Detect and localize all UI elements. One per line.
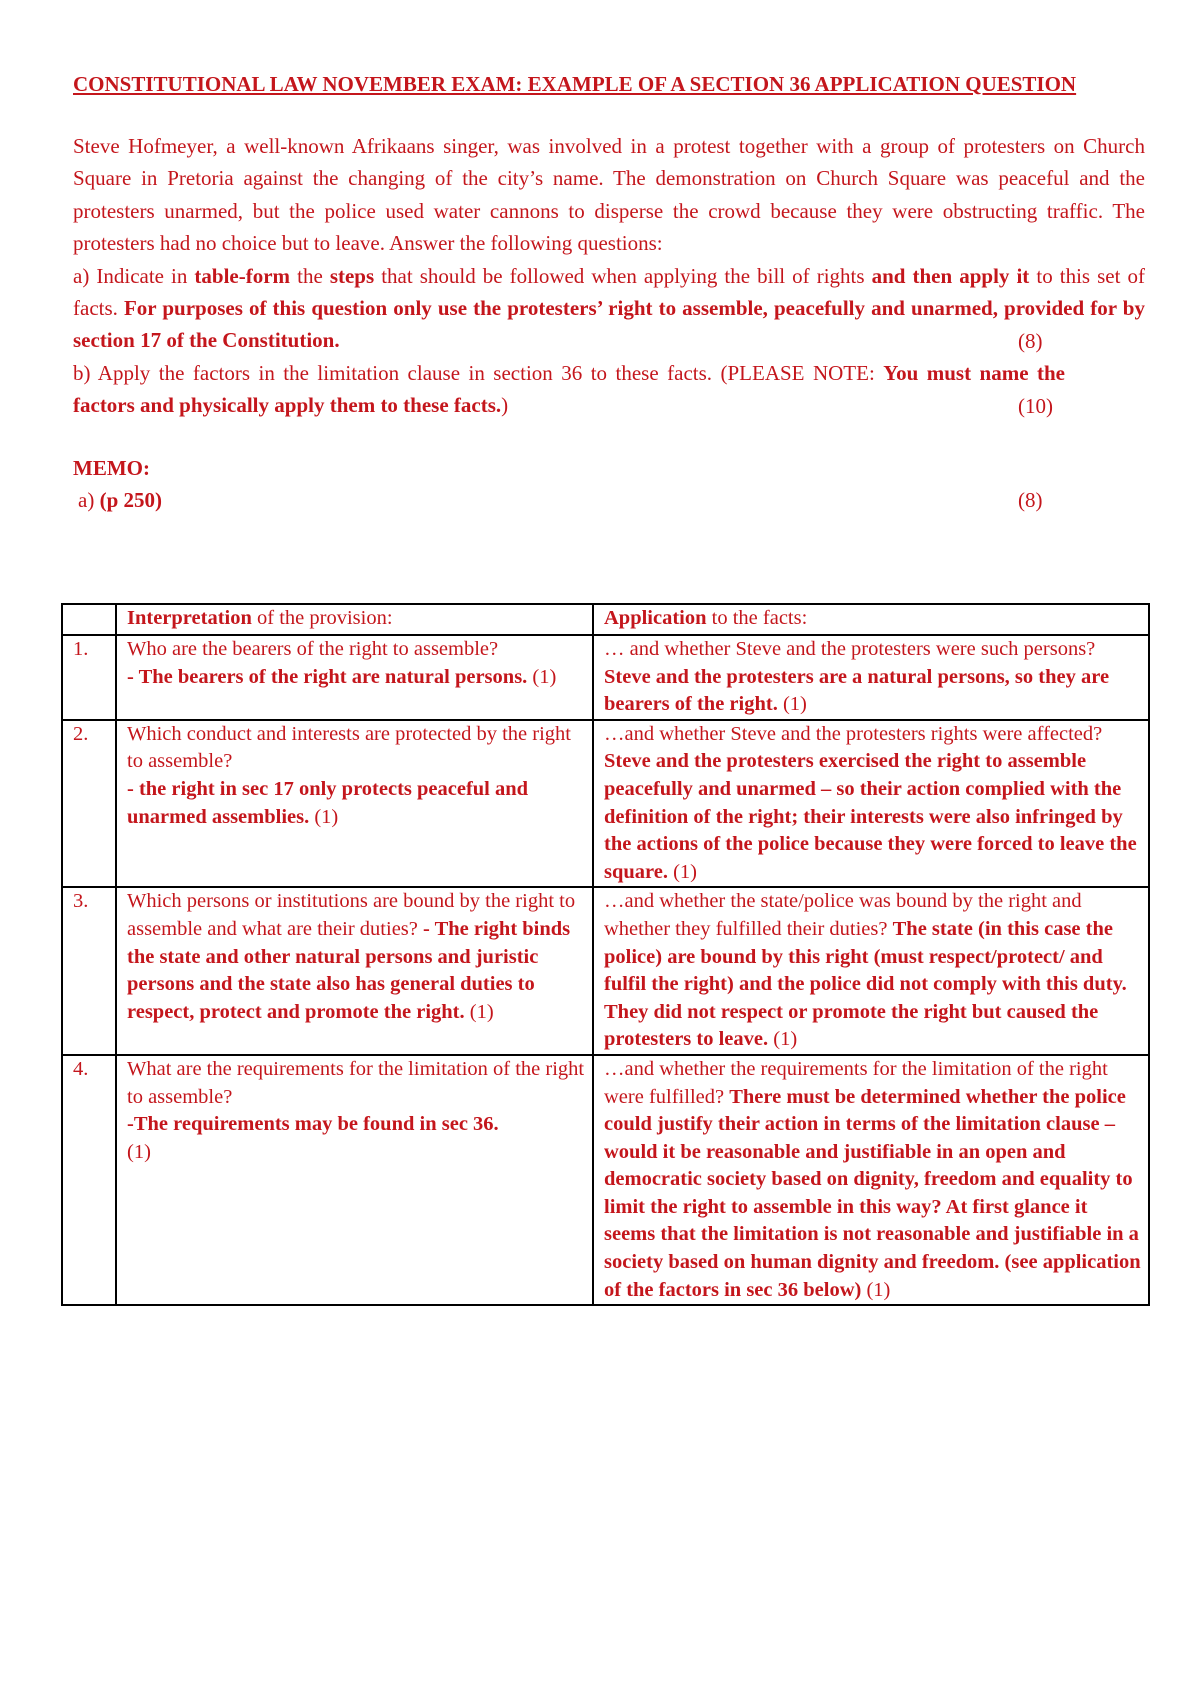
intro-paragraph: Steve Hofmeyer, a well-known Afrikaans singer, was involved in a protest together with a group of protesters on Church Square in Pretoria against the changing of the city’s name. The demonstration on Church Square was peaceful and the protesters unarmed, but the police used water cannons to disperse the crowd because they were obstructing traffic. The protesters had no choice but to leave. Answer the following questions: (73, 134, 1145, 256)
interpretation-cell: Which conduct and interests are protected by the right to assemble? - the right in sec 17 only protects peaceful and unarmed assemblies. (1) (116, 720, 593, 888)
application-cell: …and whether the requirements for the limitation of the right were fulfilled? There must be determined whether the police could justify their action in terms of the limitation clause – would it be reasonable and justifiable in an open and democratic society based on dignity, freedom and equality to limit the right to assemble in this way? At first glance it seems that the limitation is not reasonable and justifiable in a society based on human dignity and freedom. (see application of the factors in sec 36 below) (1) (593, 1055, 1149, 1305)
application-cell: … and whether Steve and the protesters were such persons? Steve and the protesters are a natural persons, so they are bearers of the right. (1) (593, 635, 1149, 720)
interpretation-cell: Who are the bearers of the right to assemble? - The bearers of the right are natural persons. (1) (116, 635, 593, 720)
row-number: 3. (62, 887, 116, 1055)
memo-table (61, 603, 1150, 1306)
table-row (62, 635, 1149, 720)
document-title: CONSTITUTIONAL LAW NOVEMBER EXAM: EXAMPLE OF A SECTION 36 APPLICATION QUESTION (73, 72, 1077, 96)
spacer (73, 422, 1145, 452)
question-b (73, 357, 1145, 422)
header-application-cell: Application to the facts: (593, 604, 1149, 635)
row-number: 2. (62, 720, 116, 888)
header-interpretation-cell: Interpretation of the provision: (116, 604, 593, 635)
application-cell: …and whether Steve and the protesters rights were affected? Steve and the protesters exercised the right to assemble peacefully and unarmed – so their action complied with the definition of the right; their interests were also infringed by the actions of the police because they were forced to leave the square. (1) (593, 720, 1149, 888)
interpretation-cell: What are the requirements for the limitation of the right to assemble? -The requirements may be found in sec 36. (1) (116, 1055, 593, 1305)
memo-heading: MEMO: (73, 455, 150, 480)
memo-a-line (73, 484, 1145, 516)
question-a-text: a) Indicate in table-form the steps that should be followed when applying the bill of rights and then apply it to this set of facts. For purposes of this question only use the protesters’ right to assemble, peacefully and unarmed, provided for by section 17 of the Constitution. (73, 263, 1145, 353)
memo-a-label: a) (p 250) (78, 487, 162, 512)
table-row (62, 1055, 1149, 1305)
table-header-row (62, 604, 1149, 635)
question-b-text: b) Apply the factors in the limitation clause in section 36 to these facts. (PLEASE NOTE: You must name the factors and physically apply them to these facts.) (73, 360, 1065, 418)
application-cell: …and whether the state/police was bound by the right and whether they fulfilled their duties? The state (in this case the police) are bound by this right (must respect/protect/ and fulfil the right) and the police did not comply with this duty. They did not respect or promote the right but caused the protesters to leave. (1) (593, 887, 1149, 1055)
document-page (73, 68, 1145, 516)
interpretation-cell: Which persons or institutions are bound by the right to assemble and what are their duties? - The right binds the state and other natural persons and juristic persons and the state also has general duties to respect, protect and promote the right. (1) (116, 887, 593, 1055)
table-row (62, 887, 1149, 1055)
row-number: 4. (62, 1055, 116, 1305)
question-a-marks: (8) (1018, 328, 1043, 353)
table-row (62, 720, 1149, 888)
row-number: 1. (62, 635, 116, 720)
spacer (73, 100, 1145, 130)
header-num-cell (62, 604, 116, 635)
question-a (73, 260, 1145, 357)
memo-a-marks: (8) (1018, 488, 1043, 513)
question-b-marks: (10) (1018, 393, 1053, 418)
